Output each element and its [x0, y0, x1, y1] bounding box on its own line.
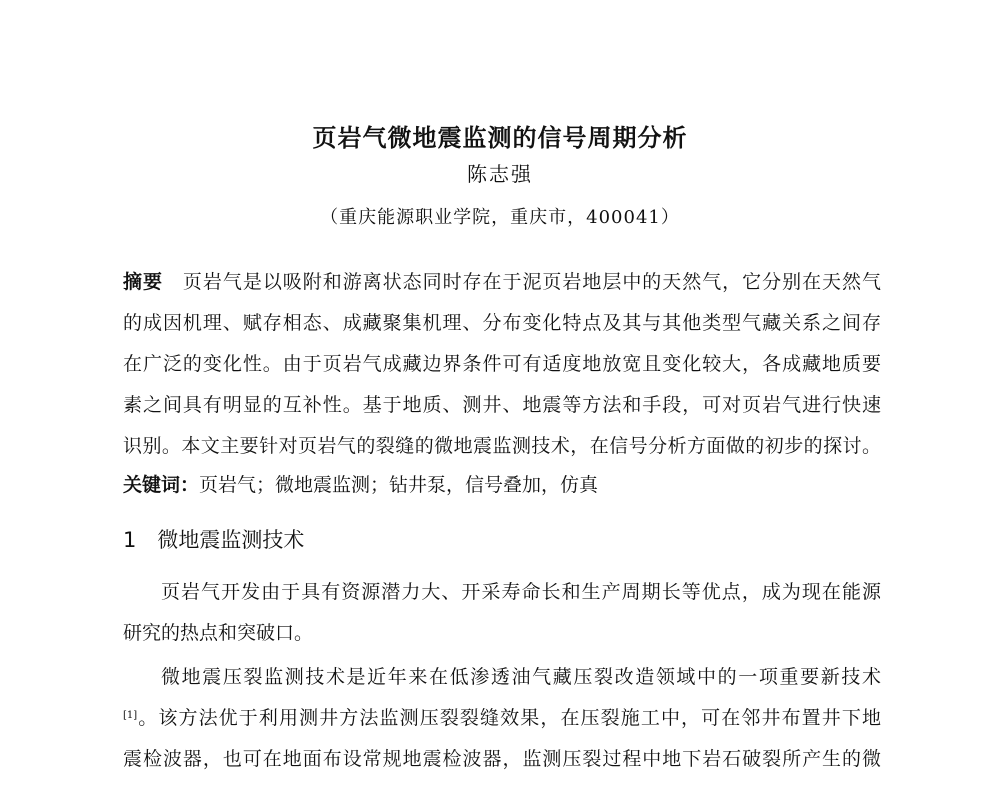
- paragraph-text: 。该方法优于利用测井方法监测压裂裂缝效果，在压裂施工中，可在邻井布置井下地: [137, 707, 881, 729]
- paragraph-2: [123, 663, 881, 786]
- paragraph-1: [123, 578, 881, 660]
- abstract-text: 页岩气是以吸附和游离状态同时存在于泥页岩地层中的天然气，它分别在天然气: [181, 271, 881, 293]
- paragraph-line: 研究的热点和突破口。: [123, 622, 314, 644]
- paragraph-line: 震检波器，也可在地面布设常规地震检波器，监测压裂过程中地下岩石破裂所产生的微: [123, 748, 881, 770]
- abstract-line: 在广泛的变化性。由于页岩气成藏边界条件可有适度地放宽且变化较大，各成藏地质要: [123, 353, 881, 375]
- paragraph-line: 页岩气开发由于具有资源潜力大、开采寿命长和生产周期长等优点，成为现在能源: [161, 581, 881, 603]
- section-title: 微地震监测技术: [157, 528, 305, 552]
- paper-title: 页岩气微地震监测的信号周期分析: [312, 124, 688, 152]
- paragraph-line: [123, 704, 881, 745]
- abstract-block: [123, 268, 881, 473]
- author-name: 陈志强: [467, 162, 533, 186]
- abstract-line: 识别。本文主要针对页岩气的裂缝的微地震监测技术，在信号分析方面做的初步的探讨。: [123, 435, 881, 457]
- paragraph-line: 微地震压裂监测技术是近年来在低渗透油气藏压裂改造领域中的一项重要新技术: [161, 666, 881, 688]
- keywords: [123, 471, 598, 499]
- abstract-line: [123, 268, 881, 309]
- abstract-line: 的成因机理、赋存相态、成藏聚集机理、分布变化特点及其与其他类型气藏关系之间存: [123, 312, 881, 334]
- citation-marker: [1]: [123, 710, 138, 721]
- section-heading: [123, 524, 304, 554]
- section-number: 1: [123, 528, 137, 552]
- keywords-text: 页岩气；微地震监测；钻井泵，信号叠加，仿真: [199, 474, 599, 496]
- author-affiliation: （重庆能源职业学院，重庆市，400041）: [320, 207, 680, 228]
- keywords-label: 关键词：: [123, 474, 200, 496]
- abstract-line: 素之间具有明显的互补性。基于地质、测井、地震等方法和手段，可对页岩气进行快速: [123, 394, 881, 416]
- abstract-label: 摘要: [123, 271, 163, 293]
